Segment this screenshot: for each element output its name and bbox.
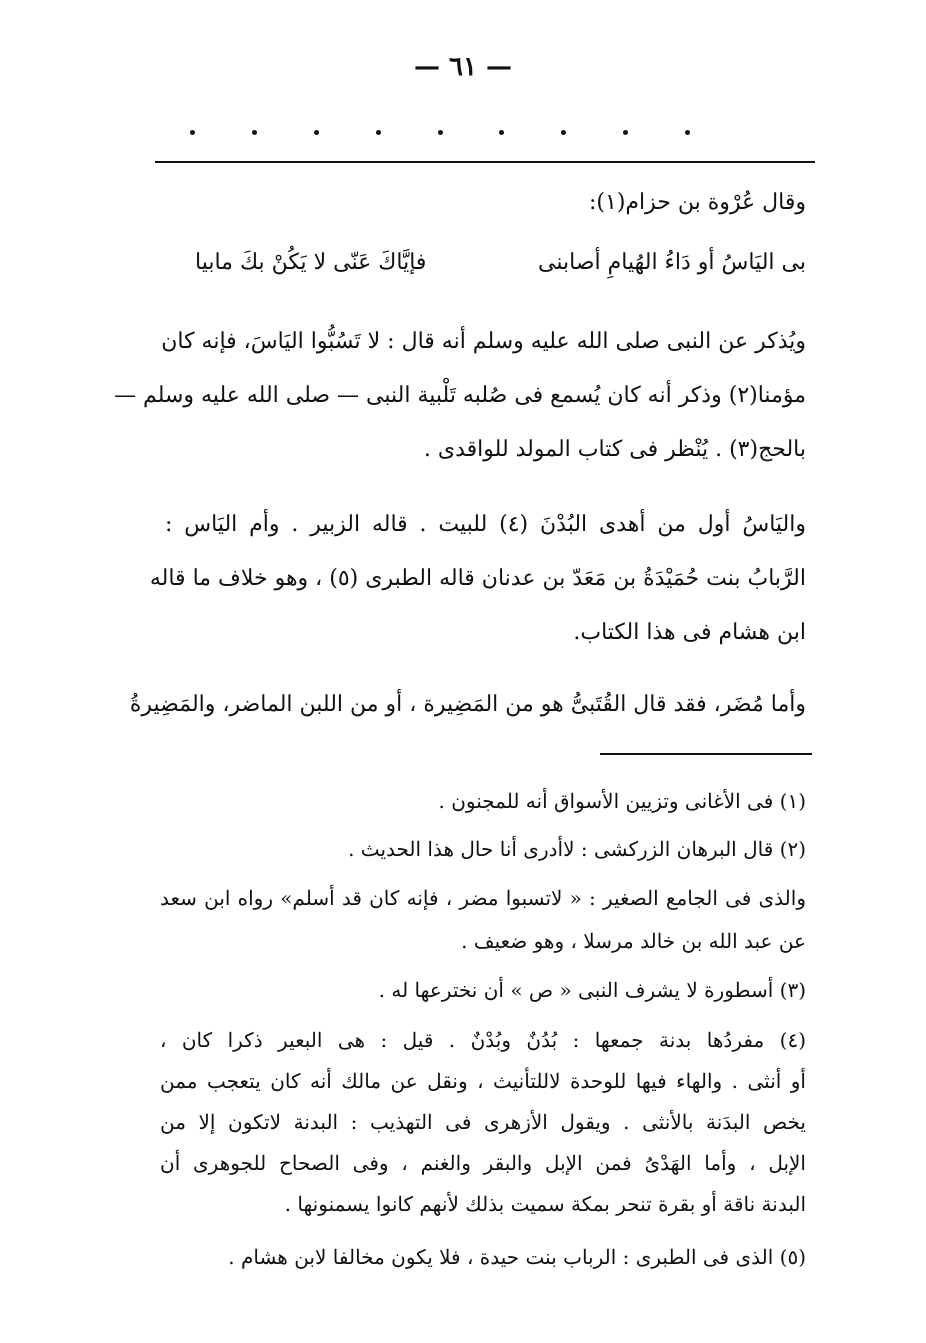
footnote-4-line-1: (٤) مفردُها بدنة جمعها : بُدُنٌ وبُدْنٌ . قيل : هى البعير ذكرا كان ،: [160, 1028, 806, 1052]
dot: [438, 130, 443, 135]
header-rule: [155, 161, 815, 163]
footnote-4-line-2: أو أنثى . والهاء فيها للوحدة لاللتأنيث ، ونقل عن مالك أنه كان يتعجب ممن: [160, 1069, 806, 1093]
footnote-2: (٢) قال البرهان الزركشى : لاأدرى أنا حال هذا الحديث .: [348, 837, 806, 861]
paragraph-2-line-2: الرَّبابُ بنت حُمَيْدَةُ بن مَعَدّ بن عدنان قاله الطبرى (٥) ، وهو خلاف ما قاله: [149, 566, 806, 591]
dot: [499, 130, 504, 135]
verse-right-hemistich: بى اليَاسُ أو دَاءُ الهُيامِ أصابنى: [538, 250, 806, 275]
ornamental-dots: [190, 122, 690, 142]
paragraph-1-line-3: بالحج(٣) . يُنْظر فى كتاب المولد للواقدى .: [423, 437, 806, 462]
intro-line: وقال عُرْوة بن حزام(١):: [589, 190, 806, 215]
footnote-4-line-4: الإبل ، وأما الهَدْىُ فمن الإبل والبقر والغنم ، وفى الصحاح للجوهرى أن: [160, 1151, 806, 1175]
paragraph-2-line-3: ابن هشام فى هذا الكتاب.: [573, 620, 806, 645]
paragraph-2-line-1: واليَاسُ أول من أهدى البُدْنَ (٤) للبيت . قاله الزبير . وأم اليَاس :: [165, 512, 806, 537]
dot: [685, 130, 690, 135]
verse-left-hemistich: فإيَّاكَ عَنّى لا يَكُنْ بكَ مابيا: [195, 250, 427, 275]
dot: [561, 130, 566, 135]
footnote-3: (٣) أسطورة لا يشرف النبى « ص » أن نخترعها له .: [378, 978, 806, 1002]
footnote-1: (١) فى الأغانى وتزيين الأسواق أنه للمجنون .: [438, 789, 806, 813]
dot: [376, 130, 381, 135]
footnote-5: (٥) الذى فى الطبرى : الرباب بنت حيدة ، فلا يكون مخالفا لابن هشام .: [228, 1245, 806, 1269]
dot: [623, 130, 628, 135]
footnote-rule: [600, 753, 812, 755]
paragraph-3-line-1: وأما مُضَر، فقد قال القُتَبىُّ هو من المَضِيرة ، أو من اللبن الماضر، والمَضِيرةُ: [129, 692, 806, 717]
dot: [314, 130, 319, 135]
paragraph-1-line-2: مؤمنا(٢) وذكر أنه كان يُسمع فى صُلبه تَلْبية النبى — صلى الله عليه وسلم —: [114, 383, 806, 408]
footnote-2-cont-line-1: والذى فى الجامع الصغير : « لاتسبوا مضر ، فإنه كان قد أسلم» رواه ابن سعد: [160, 886, 806, 910]
footnote-4-line-5: البدنة ناقة أو بقرة تنحر بمكة سميت بذلك لأنهم كانوا يسمنونها .: [284, 1192, 806, 1216]
paragraph-1-line-1: ويُذكر عن النبى صلى الله عليه وسلم أنه قال : لا تَسُبُّوا اليَاسَ، فإنه كان: [161, 329, 806, 354]
footnote-4-line-3: يخص البدَنة بالأنثى . ويقول الأزهرى فى التهذيب : البدنة لاتكون إلا من: [160, 1110, 806, 1134]
dot: [190, 130, 195, 135]
footnote-2-cont-line-2: عن عبد الله بن خالد مرسلا ، وهو ضعيف .: [461, 929, 806, 953]
dot: [252, 130, 257, 135]
page-number: — ٦١ —: [413, 52, 513, 82]
poem-verse: [195, 246, 806, 286]
